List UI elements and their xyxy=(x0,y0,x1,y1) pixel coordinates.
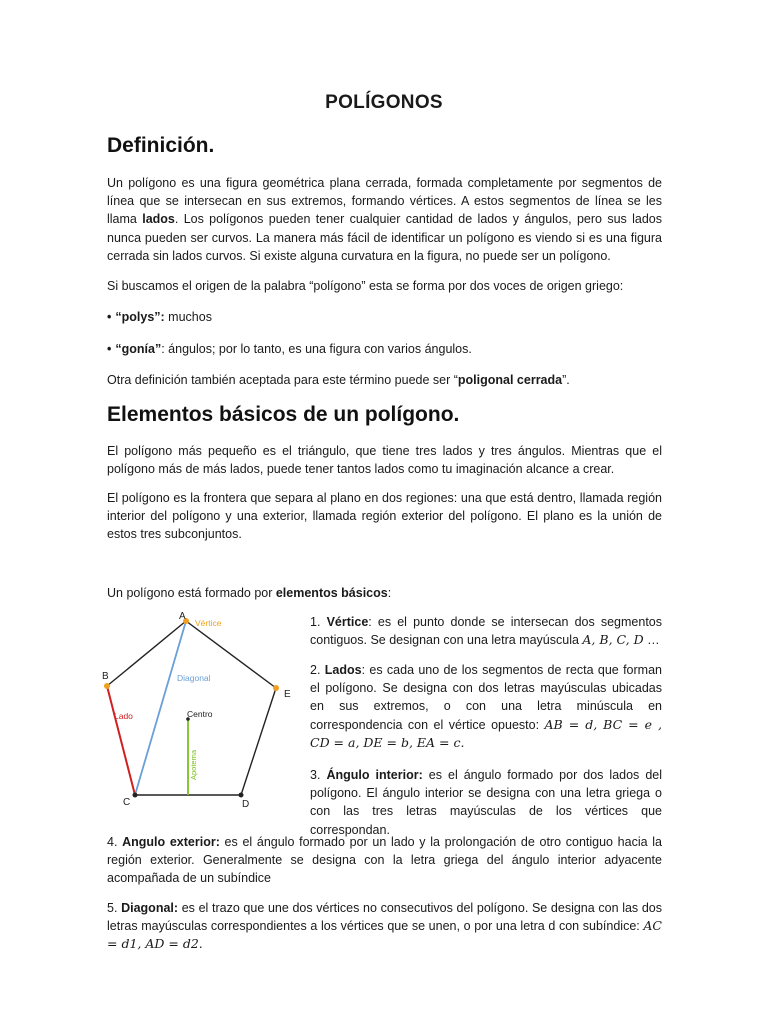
side-ed xyxy=(241,688,276,795)
label-d: D xyxy=(242,799,250,810)
item-number: 4. xyxy=(107,835,123,849)
bullet-text: : ángulos; por lo tanto, es una figura con varios ángulos. xyxy=(161,342,472,356)
vertex-d-dot xyxy=(239,793,244,798)
item-term: Angulo exterior: xyxy=(122,835,220,849)
label-a: A xyxy=(179,611,186,622)
bullet-dot-icon: • xyxy=(107,342,112,356)
item-term: Vértice xyxy=(326,615,369,629)
pentagon-diagram xyxy=(95,608,305,813)
item-text: : es el punto donde se intersecan dos segmentos contiguos. Se designan con una letra mayúscula xyxy=(310,615,663,648)
bullet-dot-icon: • xyxy=(107,310,112,324)
item-term: Diagonal: xyxy=(121,901,179,915)
label-apotema: Apotema xyxy=(189,749,198,780)
item-number: 2. xyxy=(310,663,325,677)
elementos-paragraph-1: El polígono más pequeño es el triángulo, que tiene tres lados y tres ángulos. Mientras que el polígono más de más lados, puede tener tantos lados como tu imaginación alcance a crear. xyxy=(107,444,662,477)
label-b: B xyxy=(102,671,109,682)
item-text: es el ángulo formado por un lado y la prolongación de otro contiguo hacia la región exterior. Generalmente se designa con la letra griega del ángulo interior adyacente acompañada de un subíndice xyxy=(107,835,662,886)
label-lado: Lado xyxy=(114,711,133,721)
item-math: A, B, C, D xyxy=(582,632,644,648)
bold-term: elementos básicos xyxy=(275,586,388,600)
vertex-e-dot xyxy=(273,685,279,691)
label-e: E xyxy=(284,689,291,700)
elementos-paragraph-2: El polígono es la frontera que separa al plano en dos regiones: una que está dentro, llamada región interior del polígono y una exterior, llamada región exterior del polígono. El plano es la unión de estos tres subconjuntos. xyxy=(107,491,662,542)
item-text: es el trazo que une dos vértices no consecutivos del polígono. Se designa con las dos letras mayúsculas correspondientes a los vértices que se unen, o por una letra d con subíndice: xyxy=(107,901,662,934)
text-span: ”. xyxy=(562,373,570,387)
item-number: 1. xyxy=(310,615,327,629)
text-span: Un polígono está formado por xyxy=(107,586,276,600)
definicion-paragraph-2: Si buscamos el origen de la palabra “polígono” esta se forma por dos voces de origen griego: xyxy=(107,279,624,293)
elementos-heading: Elementos básicos de un polígono. xyxy=(107,403,460,426)
label-centro: Centro xyxy=(187,709,213,719)
vertex-c-dot xyxy=(133,793,138,798)
side-ab xyxy=(107,621,186,686)
item-term: Ángulo interior: xyxy=(326,768,423,782)
item-diagonal xyxy=(107,899,662,954)
text-span: . Los polígonos pueden tener cualquier cantidad de lados y ángulos, pero sus lados nunca pueden ser curvos. La manera más fácil de identificar un polígono es viendo si es una figura cerrada sin lados curvos. Si existe alguna curvatura en la figura, no puede ser un polígono. xyxy=(107,212,663,263)
bullet-term: “gonía” xyxy=(115,342,162,356)
bullet-text: muchos xyxy=(164,310,212,324)
item-term: Lados xyxy=(324,663,362,677)
item-number: 5. xyxy=(107,901,122,915)
item-text: : es cada uno de los segmentos de recta que forman el polígono. Se designa con dos letras mayúsculas ubicadas en sus extremos, o con una letra minúscula en correspondencia con el vértice opuesto: xyxy=(310,663,662,732)
definicion-paragraph-1 xyxy=(107,174,662,265)
bullet-gonia xyxy=(107,342,472,356)
definicion-heading: Definición. xyxy=(107,134,215,157)
text-span: Otra definición también aceptada para este término puede ser “ xyxy=(107,373,458,387)
item-vertice xyxy=(310,613,662,649)
item-angulo-interior xyxy=(310,766,662,839)
bold-term-poligonal: poligonal cerrada xyxy=(457,373,563,387)
item-angulo-exterior xyxy=(107,833,662,888)
item-lados xyxy=(310,661,662,752)
diagonal-line xyxy=(135,621,186,795)
text-span: : xyxy=(387,586,392,600)
label-c: C xyxy=(123,797,131,808)
side-bc-lado xyxy=(107,686,135,795)
item-number: 3. xyxy=(310,768,327,782)
vertex-b-dot xyxy=(104,683,110,689)
text-span: Un polígono es una figura geométrica plana cerrada, formada completamente por segmentos de línea que se intersecan en sus extremos, formando vértices. A estos segmentos de línea se les llama xyxy=(107,176,662,227)
item-text: es el ángulo formado por dos lados del polígono. El ángulo interior se designa con una letra griega o con las tres letras mayúsculas de los vértices que correspondan. xyxy=(310,768,663,837)
bullet-term: “polys”: xyxy=(115,310,165,324)
item-text: … xyxy=(643,633,660,648)
elementos-intro xyxy=(107,584,662,602)
definicion-paragraph-3 xyxy=(107,371,662,389)
item-math: AB = d, BC = e , CD = a, DE = b, EA = c. xyxy=(310,716,662,750)
item-math: AC = d1, AD = d2. xyxy=(107,918,662,952)
label-vertice: Vértice xyxy=(195,618,222,628)
label-diagonal: Diagonal xyxy=(177,673,211,683)
bullet-polys xyxy=(107,310,212,324)
page-title: POLÍGONOS xyxy=(325,92,443,113)
bold-term-lados: lados xyxy=(142,212,175,227)
